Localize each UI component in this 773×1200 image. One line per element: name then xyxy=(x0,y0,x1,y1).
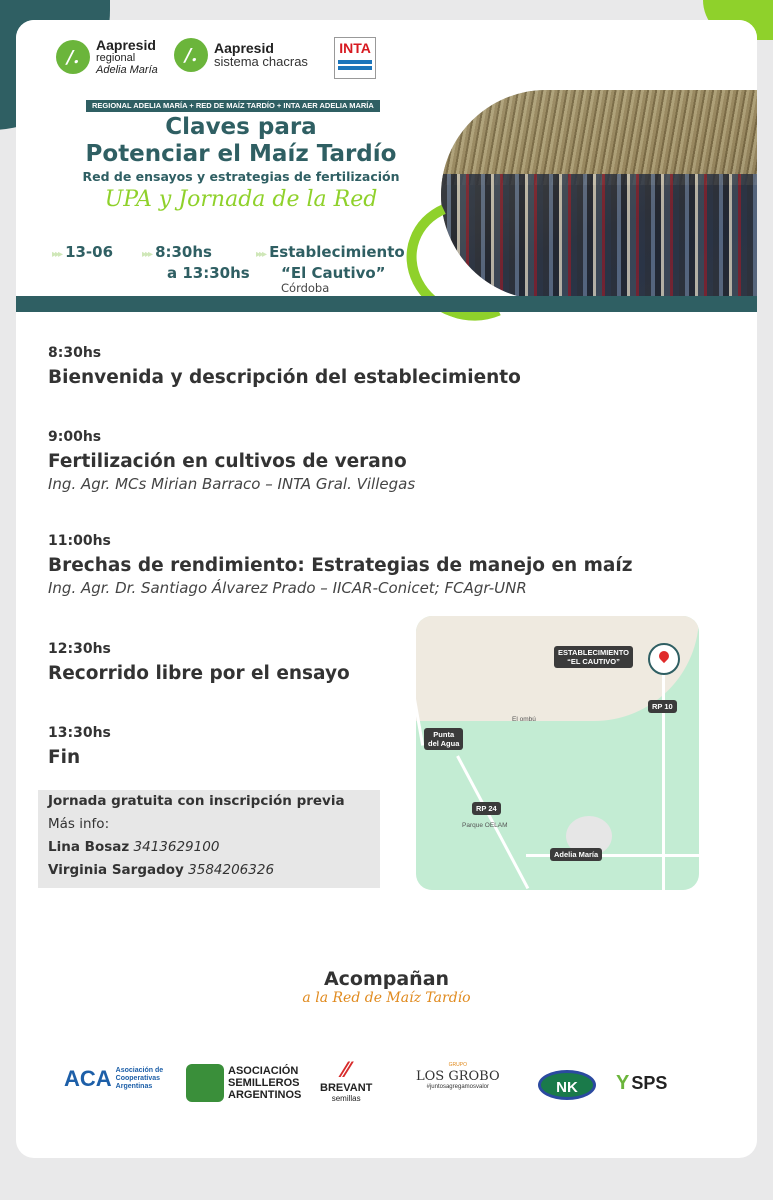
event-date xyxy=(52,243,113,264)
tagline: REGIONAL ADELIA MARÍA + RED DE MAÍZ TARDÍO + INTA AER ADELIA MARÍA xyxy=(86,100,380,112)
asa-line: SEMILLEROS xyxy=(228,1077,300,1089)
asa-logo-icon xyxy=(186,1064,224,1102)
label-line: Punta xyxy=(433,730,455,739)
schedule-speaker: Ing. Agr. MCs Mirian Barraco – INTA Gral. Villegas xyxy=(48,475,416,493)
schedule-item-3 xyxy=(48,532,632,598)
title-line: Potenciar el Maíz Tardío xyxy=(85,141,397,167)
arrows-icon: ▸▸▸ xyxy=(142,249,152,260)
map-label-rp24: RP 24 xyxy=(472,802,501,815)
subtitle: Red de ensayos y estrategias de fertilización xyxy=(82,169,400,184)
logo-line: regional xyxy=(96,52,136,64)
map-label-establishment xyxy=(554,646,633,668)
time-start: 8:30hs xyxy=(155,243,212,261)
date-text: 13-06 xyxy=(65,243,114,261)
aca-line: Cooperativas xyxy=(115,1075,161,1082)
contact-2 xyxy=(38,859,380,882)
sponsor-logos xyxy=(16,1057,757,1120)
location-pin-icon[interactable] xyxy=(648,643,680,675)
aapresid-logo-icon: /. xyxy=(174,38,208,72)
label-line: “EL CAUTIVO” xyxy=(567,657,620,666)
location-map[interactable] xyxy=(416,616,699,890)
logo-sps xyxy=(616,1072,667,1095)
schedule-title: Fin xyxy=(48,747,81,768)
logo-aca xyxy=(64,1066,163,1092)
contact-name: Virginia Sargadoy xyxy=(48,862,184,878)
contact-phone[interactable]: 3413629100 xyxy=(133,839,220,855)
schedule-time: 8:30hs xyxy=(48,345,102,361)
logo-asa xyxy=(186,1064,301,1102)
event-time xyxy=(142,243,250,282)
grobo-name: LOS GROBO xyxy=(416,1069,500,1084)
brevant-mark-icon: ⁄⁄ xyxy=(342,1057,350,1082)
logo-aapresid-regional xyxy=(56,38,158,76)
inta-wave xyxy=(338,60,372,64)
aca-line: Asociación de xyxy=(115,1067,164,1074)
page-title xyxy=(36,114,446,168)
grobo-top: GRUPO xyxy=(448,1062,467,1068)
title-line: Claves para xyxy=(165,114,317,140)
place-line: “El Cautivo” xyxy=(281,264,386,282)
aca-text xyxy=(116,1067,163,1091)
schedule-title: Brechas de rendimiento: Estrategias de manejo en maíz xyxy=(48,555,633,576)
schedule-item-5 xyxy=(48,724,111,770)
schedule-time: 13:30hs xyxy=(48,725,111,741)
place-province: Córdoba xyxy=(281,281,330,295)
logo-inta xyxy=(334,37,376,79)
schedule-title: Bienvenida y descripción del establecimiento xyxy=(48,367,521,388)
schedule-time: 11:00hs xyxy=(48,533,111,549)
map-label-punta xyxy=(424,728,463,750)
time-end: a 13:30hs xyxy=(167,264,250,282)
grobo-sub: #juntosagregamosvalor xyxy=(426,1084,489,1090)
logo-line: Adelia María xyxy=(96,64,158,76)
schedule-item-4 xyxy=(48,640,350,686)
inta-text: INTA xyxy=(339,40,371,56)
sponsors-heading: Acompañan xyxy=(323,968,450,990)
header-band xyxy=(16,296,757,312)
script-title: UPA y Jornada de la Red xyxy=(104,187,378,212)
brevant-sub: semillas xyxy=(331,1094,361,1103)
map-place-ombu: El ombú xyxy=(512,716,536,723)
header xyxy=(16,20,757,310)
flyer-card xyxy=(16,20,757,1158)
asa-text xyxy=(228,1065,301,1101)
schedule-title: Recorrido libre por el ensayo xyxy=(48,663,350,684)
schedule-title: Fertilización en cultivos de verano xyxy=(48,451,407,472)
schedule-speaker: Ing. Agr. Dr. Santiago Álvarez Prado – IICAR-Conicet; FCAgr-UNR xyxy=(48,579,527,597)
logo-brevant xyxy=(320,1058,372,1104)
label-line: ESTABLECIMIENTO xyxy=(558,648,629,657)
aapresid-logo-icon: /. xyxy=(56,40,90,74)
logo-aapresid-chacras xyxy=(174,38,308,72)
inta-wave xyxy=(338,66,372,70)
sponsors-subheading: a la Red de Maíz Tardío xyxy=(302,990,471,1006)
place-line: Establecimiento xyxy=(269,243,405,261)
schedule-item-1 xyxy=(48,344,521,390)
map-label-rp10: RP 10 xyxy=(648,700,677,713)
schedule-item-2 xyxy=(48,428,415,494)
asa-line: ARGENTINOS xyxy=(228,1089,302,1101)
sps-name: SPS xyxy=(631,1073,668,1093)
arrows-icon: ▸▸▸ xyxy=(256,249,266,260)
logo-line: sistema chacras xyxy=(214,54,308,69)
map-place-parque: Parque OELAM xyxy=(462,822,508,829)
aca-mark: ACA xyxy=(64,1066,112,1091)
schedule-time: 9:00hs xyxy=(48,429,102,445)
logo-name: Aapresid xyxy=(96,37,156,53)
photo-field xyxy=(441,90,757,185)
registration-title: Jornada gratuita con inscripción previa xyxy=(48,793,345,809)
arrows-icon: ▸▸▸ xyxy=(52,249,62,260)
logo-nk: NK xyxy=(538,1070,596,1100)
map-label-adelia: Adelia María xyxy=(550,848,602,861)
label-line: del Agua xyxy=(428,739,460,748)
aca-line: Argentinas xyxy=(115,1083,153,1090)
schedule-time: 12:30hs xyxy=(48,641,111,657)
pin-dot xyxy=(657,649,671,663)
logo-los-grobo xyxy=(416,1062,500,1090)
logo-name: Aapresid xyxy=(214,40,274,56)
asa-line: ASOCIACIÓN xyxy=(228,1065,299,1077)
more-info-label: Más info: xyxy=(48,816,110,832)
contact-1 xyxy=(38,836,380,859)
contact-phone[interactable]: 3584206326 xyxy=(188,862,275,878)
brevant-name: BREVANT xyxy=(320,1082,373,1094)
sps-leaf-icon: Y xyxy=(616,1072,630,1094)
contact-name: Lina Bosaz xyxy=(48,839,130,855)
event-place xyxy=(256,243,405,295)
registration-box xyxy=(38,790,380,888)
